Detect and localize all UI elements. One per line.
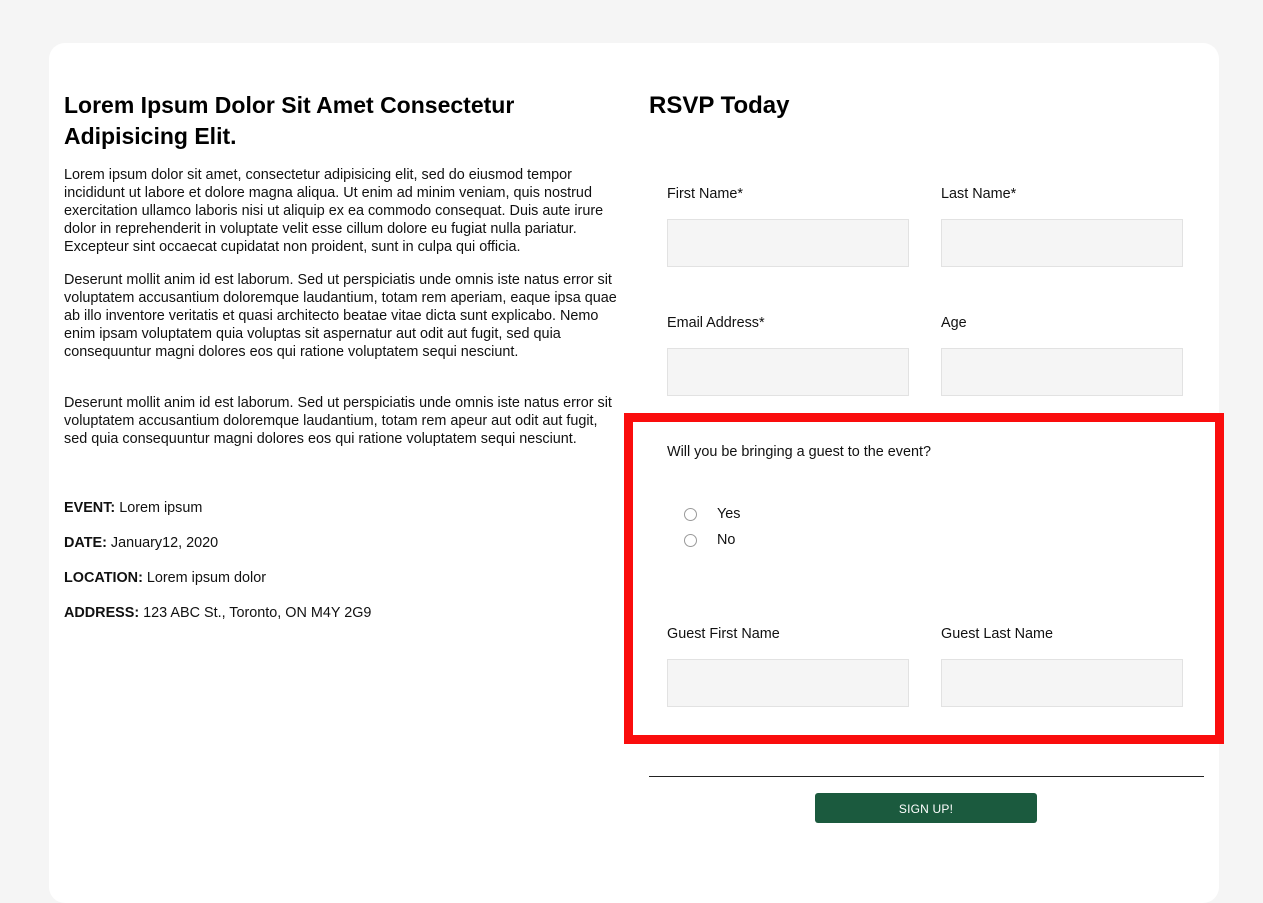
paragraph-2: Deserunt mollit anim id est laborum. Sed ut perspiciatis unde omnis iste natus error sit voluptatem accusantium doloremque laudantium, totam rem aperiam, eaque ipsa quae ab illo inventore veritatis et quasi architecto beatae vitae dicta sunt explicabo. Nemo enim ipsam voluptatem quia voluptas sit aspernatur aut odit aut fugit, sed quia consequuntur magni dolores eos qui ratione voluptatem sequi nesciunt. <box>64 272 617 360</box>
first-name-input[interactable] <box>667 219 909 267</box>
detail-date <box>64 534 218 552</box>
guest-no-radio[interactable] <box>684 534 697 547</box>
guest-option-yes[interactable] <box>683 505 740 523</box>
detail-event <box>64 499 202 517</box>
guest-yes-radio[interactable] <box>684 508 697 521</box>
guest-first-name-label: Guest First Name <box>667 626 780 642</box>
guest-last-name-label: Guest Last Name <box>941 626 1053 642</box>
guest-option-no[interactable] <box>683 531 735 549</box>
rsvp-title: RSVP Today <box>649 92 790 119</box>
paragraph-1: Lorem ipsum dolor sit amet, consectetur adipisicing elit, sed do eiusmod tempor incididunt ut labore et dolore magna aliqua. Ut enim ad minim veniam, quis nostrud exercitation ullamco laboris nisi ut aliquip ex ea commodo consequat. Duis aute irure dolor in reprehenderit in voluptate velit esse cillum dolore eu fugiat nulla pariatur. Excepteur sint occaecat cupidatat non proident, sunt in culpa qui officia. <box>64 167 604 255</box>
email-input[interactable] <box>667 348 909 396</box>
detail-address-label: ADDRESS: <box>64 605 140 621</box>
first-name-label: First Name* <box>667 186 743 202</box>
email-label: Email Address* <box>667 315 765 331</box>
detail-event-value: Lorem ipsum <box>119 500 203 516</box>
sign-up-button[interactable]: SIGN UP! <box>815 793 1037 823</box>
guest-question: Will you be bringing a guest to the event? <box>667 444 931 460</box>
event-info <box>64 90 620 621</box>
guest-yes-label[interactable]: Yes <box>717 506 741 522</box>
guest-no-label[interactable]: No <box>717 532 736 548</box>
last-name-input[interactable] <box>941 219 1183 267</box>
detail-location <box>64 569 266 587</box>
age-input[interactable] <box>941 348 1183 396</box>
age-label: Age <box>941 315 967 331</box>
paragraph-3: Deserunt mollit anim id est laborum. Sed ut perspiciatis unde omnis iste natus error sit voluptatem accusantium doloremque laudantium, totam rem apeur aut odit aut fugit, sed quia consequuntur magni dolores eos qui ratione voluptatem sequi nesciunt. <box>64 395 612 447</box>
last-name-label: Last Name* <box>941 186 1017 202</box>
event-heading: Lorem Ipsum Dolor Sit Amet Consectetur Adipisicing Elit. <box>64 92 515 149</box>
guest-first-name-input[interactable] <box>667 659 909 707</box>
detail-event-label: EVENT: <box>64 500 116 516</box>
detail-location-label: LOCATION: <box>64 570 143 586</box>
detail-address-value: 123 ABC St., Toronto, ON M4Y 2G9 <box>143 605 372 621</box>
detail-address <box>64 604 371 622</box>
form-divider <box>649 776 1204 777</box>
detail-date-label: DATE: <box>64 535 107 551</box>
detail-date-value: January12, 2020 <box>110 535 219 551</box>
detail-location-value: Lorem ipsum dolor <box>146 570 267 586</box>
guest-last-name-input[interactable] <box>941 659 1183 707</box>
